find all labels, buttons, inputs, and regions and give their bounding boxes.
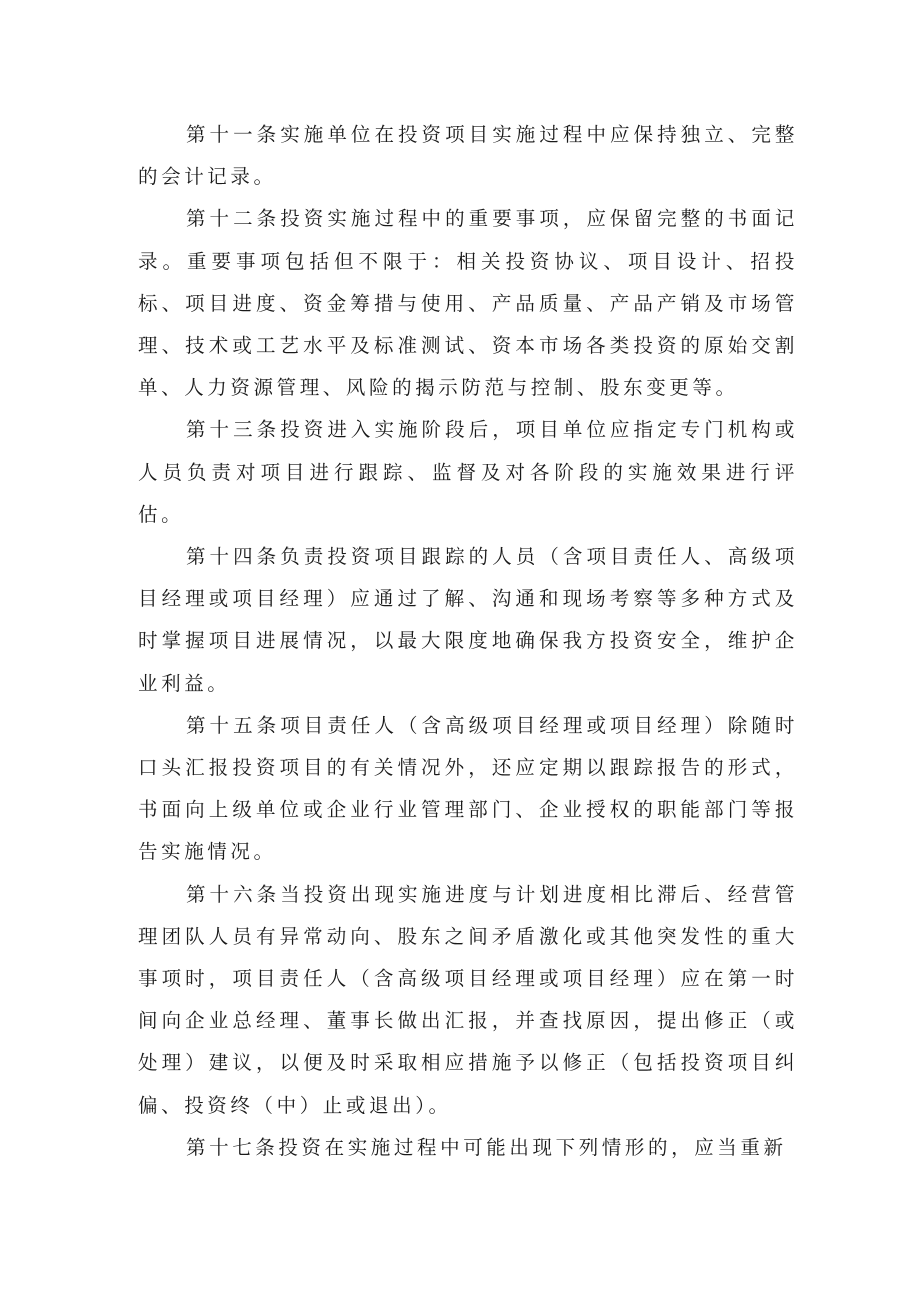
article-13-paragraph: 第十三条投资进入实施阶段后，项目单位应指定专门机构或人员负责对项目进行跟踪、监督及对各阶段的实施效果进行评估。 [138, 418, 798, 526]
article-17-paragraph: 第十七条投资在实施过程中可能出现下列情形的，应当重新 [186, 1135, 787, 1159]
article-11-paragraph: 第十一条实施单位在投资项目实施过程中应保持独立、完整的会计记录。 [138, 123, 798, 189]
article-14-paragraph: 第十四条负责投资项目跟踪的人员（含项目责任人、高级项目经理或项目经理）应通过了解、沟通和现场考察等多种方式及时掌握项目进展情况，以最大限度地确保我方投资安全，维护企业利益。 [138, 545, 798, 695]
article-12-paragraph: 第十二条投资实施过程中的重要事项，应保留完整的书面记录。重要事项包括但不限于：相关投资协议、项目设计、招投标、项目进度、资金筹措与使用、产品质量、产品产销及市场管理、技术或工艺水平及标准测试、资本市场各类投资的原始交割单、人力资源管理、风险的揭示防范与控制、股东变更等。 [138, 207, 798, 400]
article-15-paragraph: 第十五条项目责任人（含高级项目经理或项目经理）除随时口头汇报投资项目的有关情况外，还应定期以跟踪报告的形式，书面向上级单位或企业行业管理部门、企业授权的职能部门等报告实施情况。 [138, 713, 798, 864]
document-body [138, 114, 798, 1169]
article-16-paragraph: 第十六条当投资出现实施进度与计划进度相比滞后、经营管理团队人员有异常动向、股东之间矛盾激化或其他突发性的重大事项时，项目责任人（含高级项目经理或项目经理）应在第一时间向企业总经理、董事长做出汇报，并查找原因，提出修正（或处理）建议，以便及时采取相应措施予以修正（包括投资项目纠偏、投资终（中）止或退出）。 [138, 882, 798, 1117]
